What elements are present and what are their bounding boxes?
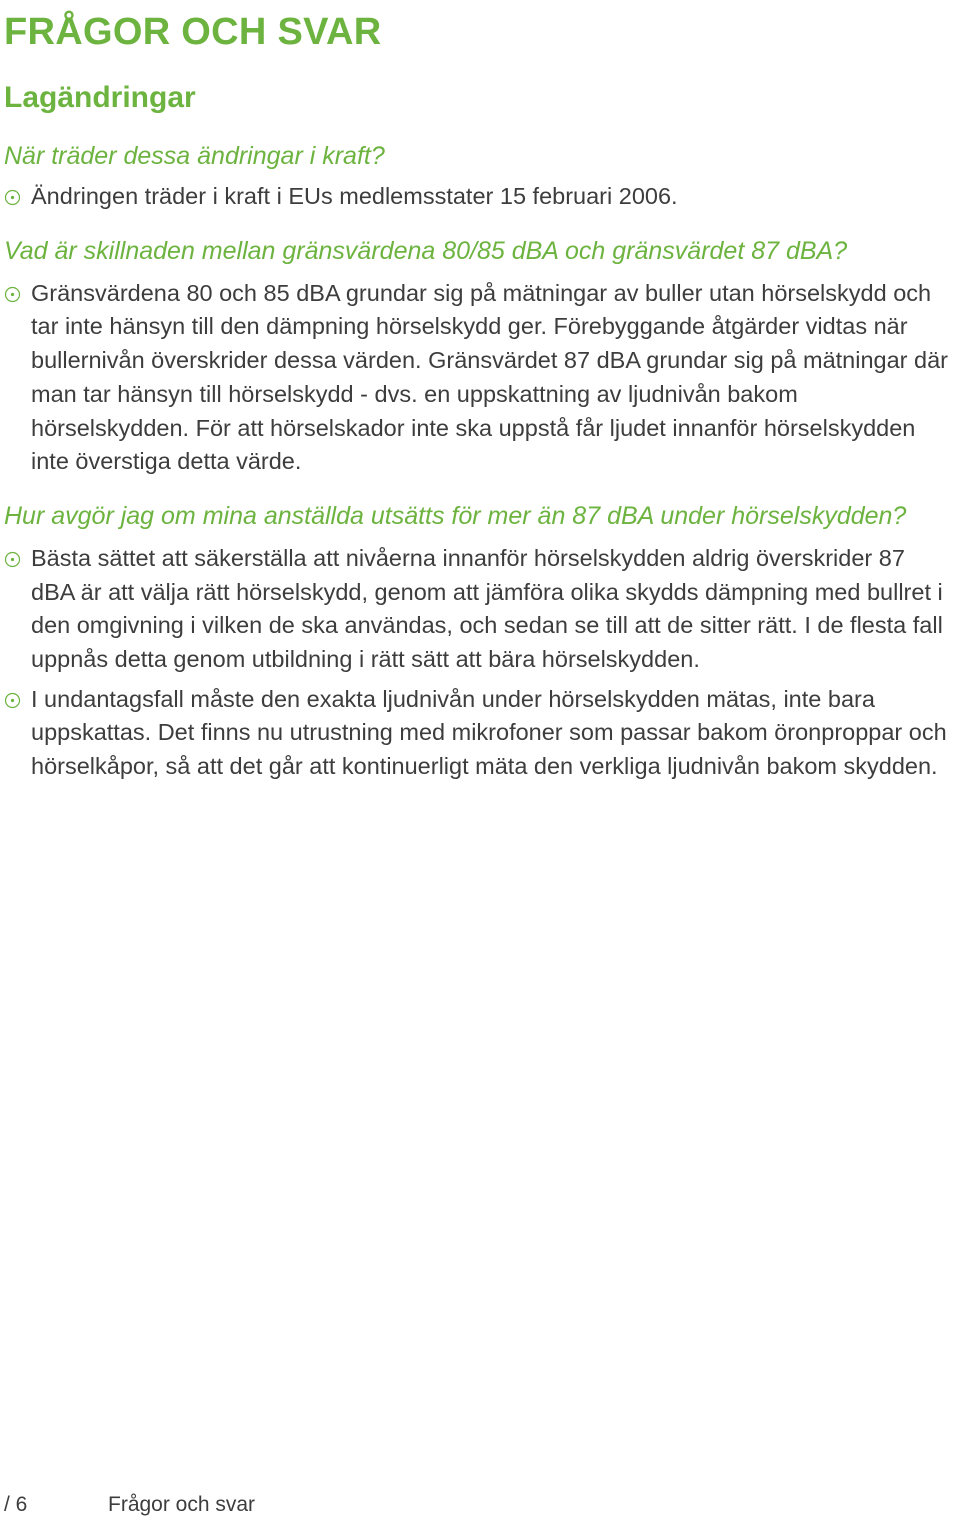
- faq-answer-text: Bästa sättet att säkerställa att nivåerna innanför hörselskydden aldrig överskrider 87 dBA är att välja rätt hörselskydd, genom att jämföra olika skydds dämpning med bullret i den omgivning i vilken de ska användas, och sedan se till att de sitter rätt. I de flesta fall uppnås detta genom utbildning i rätt sätt att bära hörselskydden.: [31, 544, 943, 673]
- faq-question: Vad är skillnaden mellan gränsvärdena 80/85 dBA och gränsvärdet 87 dBA?: [4, 236, 848, 265]
- page-number: / 6: [4, 1493, 28, 1516]
- faq-answer-text: Gränsvärdena 80 och 85 dBA grundar sig på mätningar av buller utan hörselskydd och tar inte hänsyn till den dämpning hörselskydd ger. Förebyggande åtgärder vidtas när bullernivån överskrider dessa värden. Gränsvärdet 87 dBA grundar sig på mätningar där man tar hänsyn till hörselskydd - dvs. en uppskattning av ljudnivån bakom hörselskydden. För att hörselskador inte ska uppstå får ljudet innanför hörselskydden inte överstiga detta värde.: [31, 279, 949, 475]
- faq-answer-text: I undantagsfall måste den exakta ljudnivån under hörselskydden mätas, inte bara uppskattas. Det finns nu utrustning med mikrofoner som passar bakom öronproppar och hörselkåpor, så att det går att kontinuerligt mäta den verkliga ljudnivån bakom skydden.: [31, 685, 947, 780]
- faq-item: [4, 234, 954, 479]
- faq-answer-text: Ändringen träder i kraft i EUs medlemsstater 15 februari 2006.: [31, 183, 678, 209]
- circle-dot-icon: [4, 286, 21, 303]
- circle-dot-icon: [4, 692, 21, 709]
- page-footer: [4, 1491, 256, 1519]
- faq-item: [4, 139, 954, 214]
- circle-dot-icon: [4, 189, 21, 206]
- section-title: Lagändringar: [4, 81, 196, 114]
- faq-item: [4, 499, 954, 784]
- footer-title: Frågor och svar: [108, 1493, 256, 1516]
- faq-answer: [4, 180, 954, 214]
- page-title: FRÅGOR OCH SVAR: [4, 11, 382, 53]
- faq-question: Hur avgör jag om mina anställda utsätts för mer än 87 dBA under hörselskydden?: [4, 501, 907, 530]
- circle-dot-icon: [4, 551, 21, 568]
- faq-answer: [4, 277, 954, 479]
- faq-answer: [4, 542, 954, 677]
- faq-question: När träder dessa ändringar i kraft?: [4, 142, 385, 170]
- faq-content: [4, 139, 954, 784]
- faq-answer: [4, 683, 954, 784]
